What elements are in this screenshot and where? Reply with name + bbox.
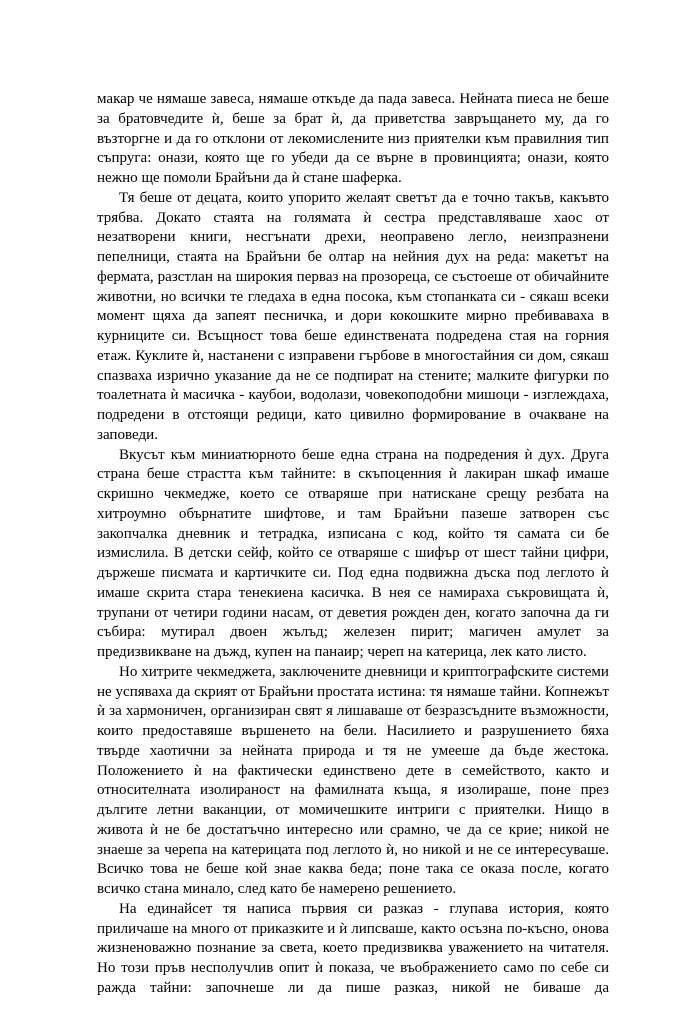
book-page xyxy=(97,90,609,999)
paragraph-5: На единайсет тя написа първия си разказ - глупава история, която приличаше на много от приказките и ѝ липсваше, както осъзна по-късно, онова жизненоважно познание за света, което предизвиква уважението на читателя. Но този пръв несполучлив опит ѝ показа, че въображението само по себе си ражда тайни: започнеше ли да пише разказ, никой не биваше да xyxy=(97,900,609,996)
paragraph-3: Вкусът към миниатюрното беше една страна на подредения ѝ дух. Друга страна беше страстта към тайните: в скъпоценния ѝ лакиран шкаф имаше скришно чекмедже, което се отваряше при натискане срещу резбата на хитроумно обърнатите шифтове, и там Брайъни пазеше затворен със закопчалка дневник и тетрадка, изписана с код, който тя самата си бе измислила. В детски сейф, който се отваряше с шифър от шест тайни цифри, държеше писмата и картичките си. Под една подвижна дъска под леглото ѝ имаше скрита стара тенекиена касичка. В нея се намираха съкровищата ѝ, трупани от четири години насам, от деветия рожден ден, когато започна да ги събира: мутирал двоен жълъд; железен пирит; магичен амулет за предизвикване на дъжд, купен на панаир; череп на катерица, лек като листо. xyxy=(97,446,609,660)
paragraph-4: Но хитрите чекмеджета, заключените дневници и криптографските системи не успяваха да скрият от Брайъни простата истина: тя нямаше тайни. Копнежът ѝ за хармоничен, организиран свят я лишаваше от безразсъдните възможности, които предоставяше вършенето на бели. Насилието и разрушението бяха твърде хаотични за нейната природа и тя не умееше да бъде жестока. Положението ѝ на фактически единствено дете в семейството, както и относителната изолираност на фамилната къща, я изолираше, поне през дългите летни ваканции, от момичешките интриги с приятелки. Нищо в живота ѝ не бе достатъчно интересно или срамно, че да се крие; никой не знаеше за черепа на катерицата под леглото ѝ, но никой и не се интересуваше. Всичко това не беше кой знае каква беда; поне така се оказа после, когато всичко стана минало, след като бе намерено решението. xyxy=(97,663,609,897)
paragraph-1: макар че нямаше завеса, нямаше откъде да пада завеса. Нейната пиеса не беше за братовчедите ѝ, беше за брат ѝ, да приветства завръщането му, да го възторгне и да го отклони от лекомислените низ приятелки към правилния тип съпруга: онази, която ще го убеди да се върне в провинцията; онази, която нежно ще помоли Брайъни да ѝ стане шаферка. xyxy=(97,91,609,186)
paragraph-2: Тя беше от децата, които упорито желаят светът да е точно такъв, какъвто трябва. Докато стаята на голямата ѝ сестра представляваше хаос от незатворени книги, несгънати дрехи, неоправено легло, неизпразнени пепелници, стаята на Брайъни бе олтар на нейния дух на реда: макетът на фермата, разстлан на широкия перваз на прозореца, се състоеше от обичайните животни, но всички те гледаха в една посока, към стопанката си - сякаш всеки момент щяха да запеят песничка, и дори кокошките мирно пребиваваха в курниците си. Всъщност това беше единствената подредена стая на горния етаж. Куклите ѝ, настанени с изправени гърбове в многостайния си дом, сякаш спазваха изрично указание да не се подпират на стените; малките фигурки по тоалетната ѝ масичка - каубои, водолази, човекоподобни мишоци - изглеждаха, подредени в отстоящи редици, като цивилно формирование в очакване на заповеди. xyxy=(97,189,609,443)
